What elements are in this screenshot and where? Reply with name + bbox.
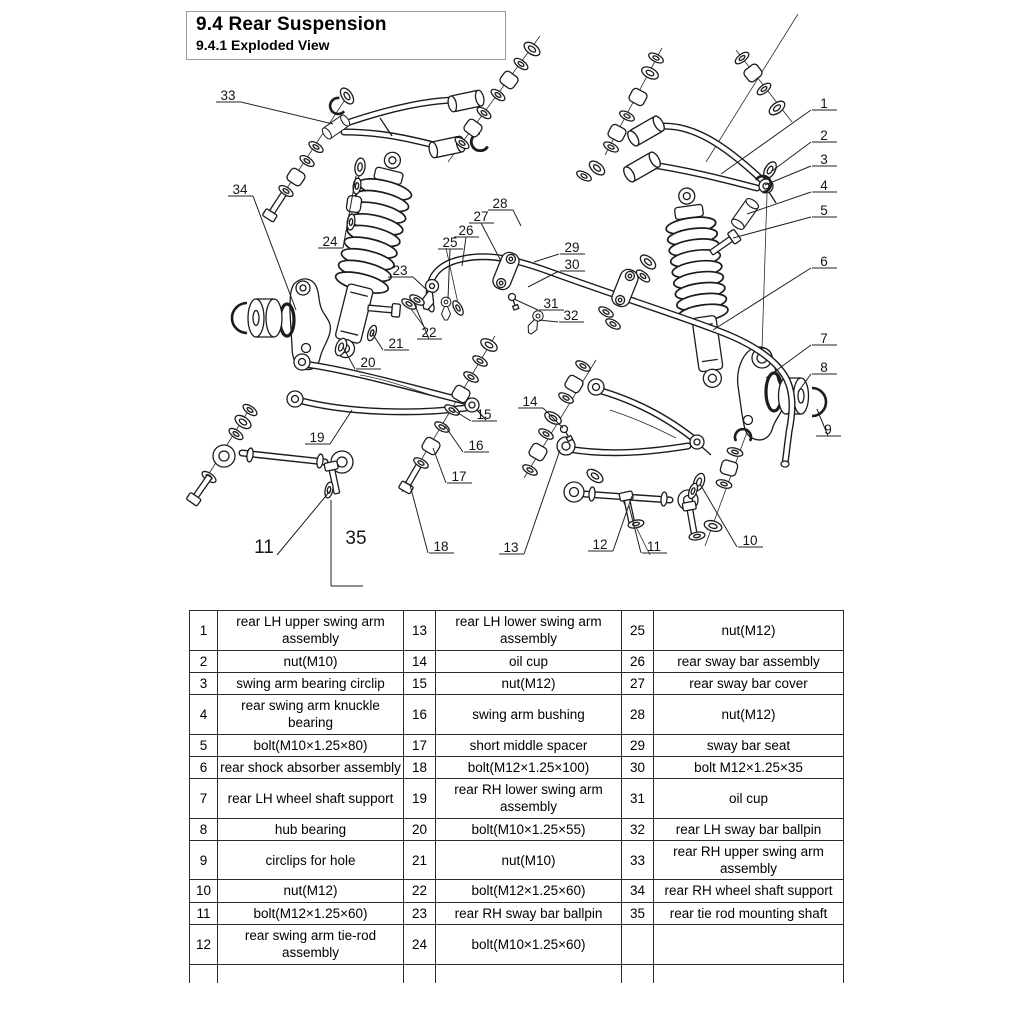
part-desc-cell: nut(M12): [436, 672, 622, 694]
part-number-cell: 10: [190, 880, 218, 902]
part-desc-cell: rear tie rod mounting shaft: [654, 902, 844, 924]
callout-label: 35: [345, 528, 367, 549]
part-desc-cell: rear RH wheel shaft support: [654, 880, 844, 902]
part-desc-cell: oil cup: [436, 650, 622, 672]
part-number-cell: 35: [622, 902, 654, 924]
callout-label: 14: [522, 394, 538, 409]
callout-leader: [410, 485, 428, 553]
callout-leader: [629, 506, 641, 553]
part-number-cell: 9: [190, 840, 218, 880]
table-row: [190, 924, 844, 964]
callout-label: 25: [442, 235, 458, 250]
callout-leader: [513, 210, 521, 226]
part-number-cell: 25: [622, 611, 654, 651]
callout-label: 15: [476, 407, 492, 422]
part-number-cell: 21: [404, 840, 436, 880]
part-number-cell: 33: [622, 840, 654, 880]
parts-table-body: [190, 611, 844, 983]
table-row-partial: [190, 964, 844, 983]
part-number-cell: 5: [190, 734, 218, 756]
part-number-cell: 29: [622, 734, 654, 756]
part-number-cell: 8: [190, 818, 218, 840]
callout-label: 31: [543, 296, 559, 311]
empty-cell: [436, 964, 622, 983]
part-desc-cell: swing arm bearing circlip: [218, 672, 404, 694]
tie-rod-left: [186, 402, 353, 506]
callout-label: 11: [646, 539, 662, 554]
part-number-cell: 24: [404, 924, 436, 964]
callout-leader: [445, 426, 463, 452]
part-desc-cell: nut(M12): [654, 611, 844, 651]
table-row: [190, 695, 844, 735]
table-row: [190, 650, 844, 672]
callout-label: 20: [360, 355, 376, 370]
part-desc-cell: rear shock absorber assembly: [218, 756, 404, 778]
part-number-cell: 7: [190, 779, 218, 819]
part-number-cell: 16: [404, 695, 436, 735]
callout-label: 3: [820, 152, 828, 167]
part-desc-cell: nut(M12): [654, 695, 844, 735]
part-number-cell: 30: [622, 756, 654, 778]
part-number-cell: 26: [622, 650, 654, 672]
callout-leader: [539, 320, 558, 322]
part-desc-cell: rear sway bar cover: [654, 672, 844, 694]
part-desc-cell: nut(M10): [218, 650, 404, 672]
part-number-cell: 18: [404, 756, 436, 778]
part-number-cell: 6: [190, 756, 218, 778]
callout-label: 17: [451, 469, 467, 484]
callout-label: 10: [742, 533, 758, 548]
callout-leader: [330, 410, 352, 444]
callout-label: 6: [820, 254, 828, 269]
empty-cell: [654, 964, 844, 983]
title-box: [186, 11, 506, 60]
part-desc-cell: oil cup: [654, 779, 844, 819]
sway-bar-ballpin-lh: [525, 309, 545, 336]
callout-label: 1: [820, 96, 828, 111]
part-number-cell: 22: [404, 880, 436, 902]
callout-label: 9: [824, 422, 832, 437]
callout-label: 13: [503, 540, 519, 555]
callout-label: 28: [492, 196, 508, 211]
part-number-cell: 31: [622, 779, 654, 819]
empty-cell: [190, 964, 218, 983]
callout-label: 16: [468, 438, 484, 453]
part-desc-cell: bolt(M10×1.25×60): [436, 924, 622, 964]
part-desc-cell: bolt(M12×1.25×60): [436, 880, 622, 902]
part-desc-cell: rear RH lower swing arm assembly: [436, 779, 622, 819]
callout-label: 30: [564, 257, 580, 272]
part-number-cell: 12: [190, 924, 218, 964]
table-row: [190, 734, 844, 756]
callout-label: 5: [820, 203, 828, 218]
section-title: 9.4 Rear Suspension: [196, 14, 387, 35]
callout-label: 11: [254, 537, 274, 558]
part-number-cell: 15: [404, 672, 436, 694]
callout-leader: [534, 254, 559, 262]
part-number-cell: 20: [404, 818, 436, 840]
part-number-cell: 3: [190, 672, 218, 694]
empty-cell: [404, 964, 436, 983]
part-desc-cell: sway bar seat: [654, 734, 844, 756]
callout-label: 27: [473, 209, 489, 224]
part-desc-cell: rear sway bar assembly: [654, 650, 844, 672]
part-number-cell: 2: [190, 650, 218, 672]
callout-label: 7: [820, 331, 828, 346]
callout-leader: [433, 448, 446, 483]
part-desc-cell: rear RH sway bar ballpin: [436, 902, 622, 924]
callout-label: 8: [820, 360, 828, 375]
callout-leader: [277, 491, 330, 555]
upper-swing-arm-right: [621, 114, 776, 203]
part-number-cell: 4: [190, 695, 218, 735]
callout-label: 19: [309, 430, 325, 445]
oil-cup-31: [508, 293, 520, 311]
table-row: [190, 840, 844, 880]
part-desc-cell: rear LH upper swing arm assembly: [218, 611, 404, 651]
part-number-cell: 13: [404, 611, 436, 651]
parts-table: [189, 610, 844, 983]
part-desc-cell: rear LH wheel shaft support: [218, 779, 404, 819]
callout-label: 23: [392, 263, 408, 278]
part-desc-cell: rear RH upper swing arm assembly: [654, 840, 844, 880]
part-desc-cell: nut(M10): [436, 840, 622, 880]
part-desc-cell: hub bearing: [218, 818, 404, 840]
part-desc-cell: bolt(M12×1.25×100): [436, 756, 622, 778]
part-desc-cell: bolt(M10×1.25×55): [436, 818, 622, 840]
circlip-right: [812, 388, 826, 416]
part-number-cell: 19: [404, 779, 436, 819]
callout-leader: [721, 110, 811, 174]
part-number-cell: [622, 924, 654, 964]
callout-label: 32: [563, 308, 579, 323]
sway-bar-ballpin-rh: [420, 278, 440, 311]
part-desc-cell: bolt(M12×1.25×60): [218, 902, 404, 924]
part-desc-cell: [654, 924, 844, 964]
callout-label: 2: [820, 128, 828, 143]
shock-absorber-right: [661, 185, 738, 391]
subsection-title: 9.4.1 Exploded View: [196, 37, 330, 54]
callout-label: 26: [458, 223, 474, 238]
part-number-cell: 11: [190, 902, 218, 924]
part-number-cell: 28: [622, 695, 654, 735]
part-number-cell: 23: [404, 902, 436, 924]
part-number-cell: 34: [622, 880, 654, 902]
part-desc-cell: circlips for hole: [218, 840, 404, 880]
table-row: [190, 672, 844, 694]
part-desc-cell: rear LH sway bar ballpin: [654, 818, 844, 840]
callout-label: 29: [564, 240, 580, 255]
callout-label: 18: [433, 539, 449, 554]
part-desc-cell: rear LH lower swing arm assembly: [436, 611, 622, 651]
callout-label: 24: [322, 234, 338, 249]
callout-label: 4: [820, 178, 828, 193]
part-desc-cell: nut(M12): [218, 880, 404, 902]
part-desc-cell: rear swing arm knuckle bearing: [218, 695, 404, 735]
callout-leader: [241, 102, 333, 124]
callout-leader: [372, 333, 383, 350]
callout-label: 33: [220, 88, 236, 103]
callout-leader: [700, 484, 737, 547]
part-desc-cell: rear swing arm tie-rod assembly: [218, 924, 404, 964]
callout-leader: [713, 268, 811, 330]
callout-label: 12: [592, 537, 608, 552]
empty-cell: [622, 964, 654, 983]
callout-leader: [772, 142, 811, 171]
table-row: [190, 880, 844, 902]
part-number-cell: 14: [404, 650, 436, 672]
table-row: [190, 756, 844, 778]
parts-table-wrap: [189, 610, 844, 983]
part-number-cell: 1: [190, 611, 218, 651]
callout-leader: [448, 249, 450, 299]
part-desc-cell: bolt M12×1.25×35: [654, 756, 844, 778]
part-desc-cell: swing arm bushing: [436, 695, 622, 735]
callout-label: 22: [421, 325, 437, 340]
callout-label: 34: [232, 182, 248, 197]
table-row: [190, 779, 844, 819]
hub-bearing-left: [248, 299, 282, 337]
part-number-cell: 32: [622, 818, 654, 840]
part-number-cell: 17: [404, 734, 436, 756]
callout-label: 21: [388, 336, 404, 351]
table-row: [190, 902, 844, 924]
part-desc-cell: bolt(M10×1.25×80): [218, 734, 404, 756]
part-number-cell: 27: [622, 672, 654, 694]
circlip-left: [232, 303, 247, 333]
empty-cell: [218, 964, 404, 983]
table-row: [190, 818, 844, 840]
wheel-shaft-support-right: [738, 347, 785, 440]
part-desc-cell: short middle spacer: [436, 734, 622, 756]
table-row: [190, 611, 844, 651]
callout-leader: [528, 271, 559, 287]
